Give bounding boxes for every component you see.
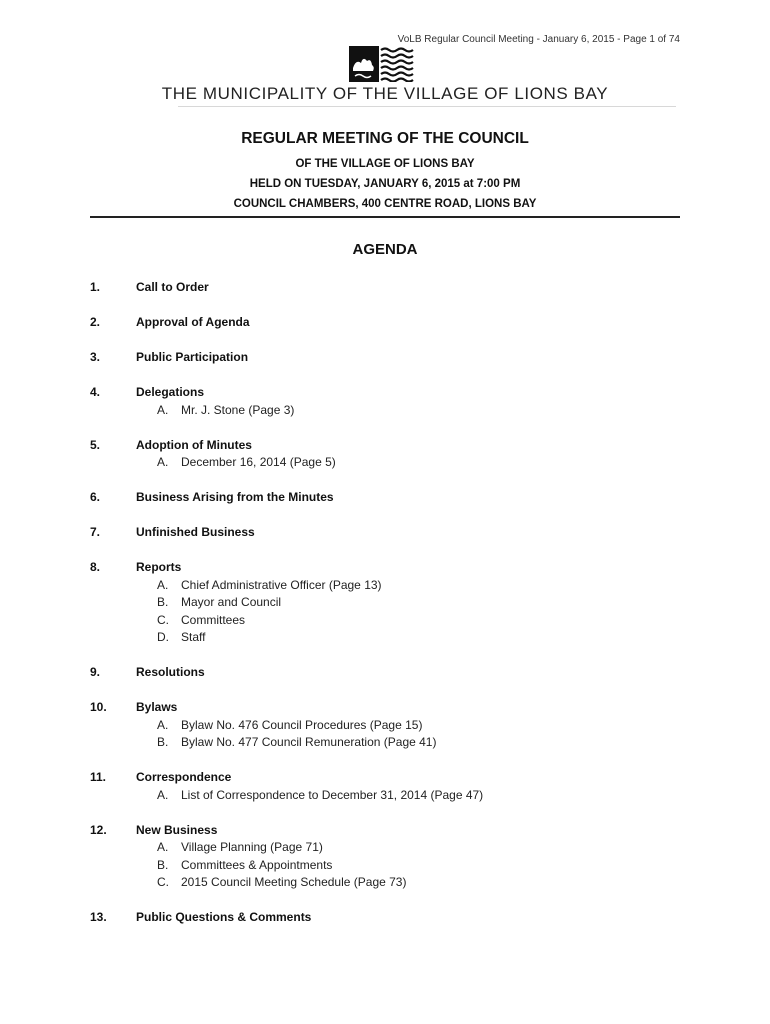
agenda-item-heading [90,279,680,297]
agenda-item-number: 1. [90,280,101,294]
page-header: VoLB Regular Council Meeting - January 6, 2015 - Page 1 of 74 [397,34,680,45]
agenda-subitem-letter: A. [157,455,169,469]
agenda-subitem [90,717,680,735]
meeting-location: COUNCIL CHAMBERS, 400 CENTRE ROAD, LIONS BAY [233,198,537,210]
agenda-subitem-text: Committees & Appointments [181,857,333,872]
agenda-item-number: 2. [90,315,101,329]
agenda-subitem [90,629,680,647]
meeting-subtitle: OF THE VILLAGE OF LIONS BAY [295,158,475,170]
agenda-item [90,279,680,297]
agenda-item-number: 11. [90,770,107,784]
agenda-item-label: Approval of Agenda [136,315,250,329]
agenda-item [90,524,680,542]
agenda-item-heading [90,822,680,840]
agenda-item-number: 6. [90,490,101,504]
agenda-item-heading [90,699,680,717]
agenda-item [90,699,680,752]
agenda-item-label: Business Arising from the Minutes [136,490,334,504]
agenda-item [90,384,680,419]
agenda-subitem-text: Mr. J. Stone (Page 3) [181,402,295,417]
agenda-subitem [90,787,680,805]
agenda-subitem-letter: C. [157,612,169,627]
meeting-titles [90,130,680,214]
agenda-subitem-text: Village Planning (Page 71) [181,840,323,854]
agenda-item-label: Adoption of Minutes [136,437,252,452]
agenda-subitem-text: December 16, 2014 (Page 5) [181,455,336,469]
agenda-item-heading [90,489,680,507]
lions-bay-logo-icon [349,46,419,82]
agenda-item [90,769,680,804]
agenda-subitem-letter: A. [157,787,169,802]
agenda-subitem [90,402,680,420]
agenda-subitem-text: 2015 Council Meeting Schedule (Page 73) [181,875,407,889]
header-divider [178,106,676,107]
agenda-item-heading [90,314,680,332]
agenda-item-label: Delegations [136,385,205,399]
agenda-subitem-text: Committees [181,612,246,627]
agenda-item [90,437,680,472]
agenda-item-label: Public Participation [136,350,249,364]
agenda-item-label: Correspondence [136,770,232,784]
agenda-item-label: Resolutions [136,665,205,679]
agenda-item-number: 5. [90,437,101,452]
agenda-item-heading [90,769,680,787]
agenda-subitem-letter: B. [157,735,169,749]
agenda-subitem-letter: A. [157,717,169,732]
agenda-subitem [90,839,680,857]
agenda-item-number: 8. [90,560,101,574]
agenda-item-heading [90,909,680,927]
agenda-item-number: 10. [90,700,107,714]
agenda-item-number: 9. [90,665,101,679]
agenda-item-number: 12. [90,822,107,837]
agenda-title: AGENDA [352,241,418,258]
agenda-subitem [90,577,680,595]
agenda-item-label: Bylaws [136,700,178,714]
agenda-subitem-letter: A. [157,577,169,592]
agenda-list [90,279,680,944]
municipality-name: THE MUNICIPALITY OF THE VILLAGE OF LIONS BAY [161,84,609,103]
agenda-subitem [90,874,680,892]
agenda-subitem [90,612,680,630]
agenda-item-number: 3. [90,350,101,364]
agenda-item-heading [90,524,680,542]
agenda-item-label: Call to Order [136,280,209,294]
agenda-item-heading [90,384,680,402]
agenda-subitem [90,734,680,752]
agenda-item [90,822,680,892]
agenda-subitem-letter: D. [157,630,169,644]
agenda-subitem-letter: A. [157,402,169,417]
agenda-subitem-text: List of Correspondence to December 31, 2014 (Page 47) [181,787,484,802]
agenda-subitem-text: Chief Administrative Officer (Page 13) [181,577,382,592]
agenda-item-number: 7. [90,525,101,539]
agenda-subitem [90,857,680,875]
agenda-item [90,664,680,682]
agenda-item [90,314,680,332]
agenda-subitem-text: Bylaw No. 477 Council Remuneration (Page 41) [181,735,437,749]
agenda-item-heading [90,349,680,367]
agenda-item-label: Reports [136,560,182,574]
agenda-subitem-text: Bylaw No. 476 Council Procedures (Page 15) [181,717,423,732]
agenda-item-label: Unfinished Business [136,525,255,539]
agenda-item-heading [90,559,680,577]
agenda-item [90,909,680,927]
agenda-item [90,559,680,647]
meeting-title: REGULAR MEETING OF THE COUNCIL [241,130,529,147]
agenda-item-number: 4. [90,385,101,399]
agenda-item [90,349,680,367]
agenda-subitem-text: Mayor and Council [181,595,282,609]
agenda-item-heading [90,437,680,455]
title-divider [90,216,680,218]
agenda-subitem-letter: B. [157,595,169,609]
agenda-item-heading [90,664,680,682]
agenda-subitem [90,454,680,472]
agenda-subitem-letter: A. [157,840,169,854]
agenda-item-number: 13. [90,910,107,924]
agenda-item-label: Public Questions & Comments [136,910,312,924]
agenda-subitem-text: Staff [181,630,206,644]
agenda-subitem-letter: B. [157,857,169,872]
agenda-subitem-letter: C. [157,875,169,889]
agenda-item [90,489,680,507]
agenda-subitem [90,594,680,612]
agenda-item-label: New Business [136,822,218,837]
meeting-datetime: HELD ON TUESDAY, JANUARY 6, 2015 at 7:00 PM [249,178,521,190]
